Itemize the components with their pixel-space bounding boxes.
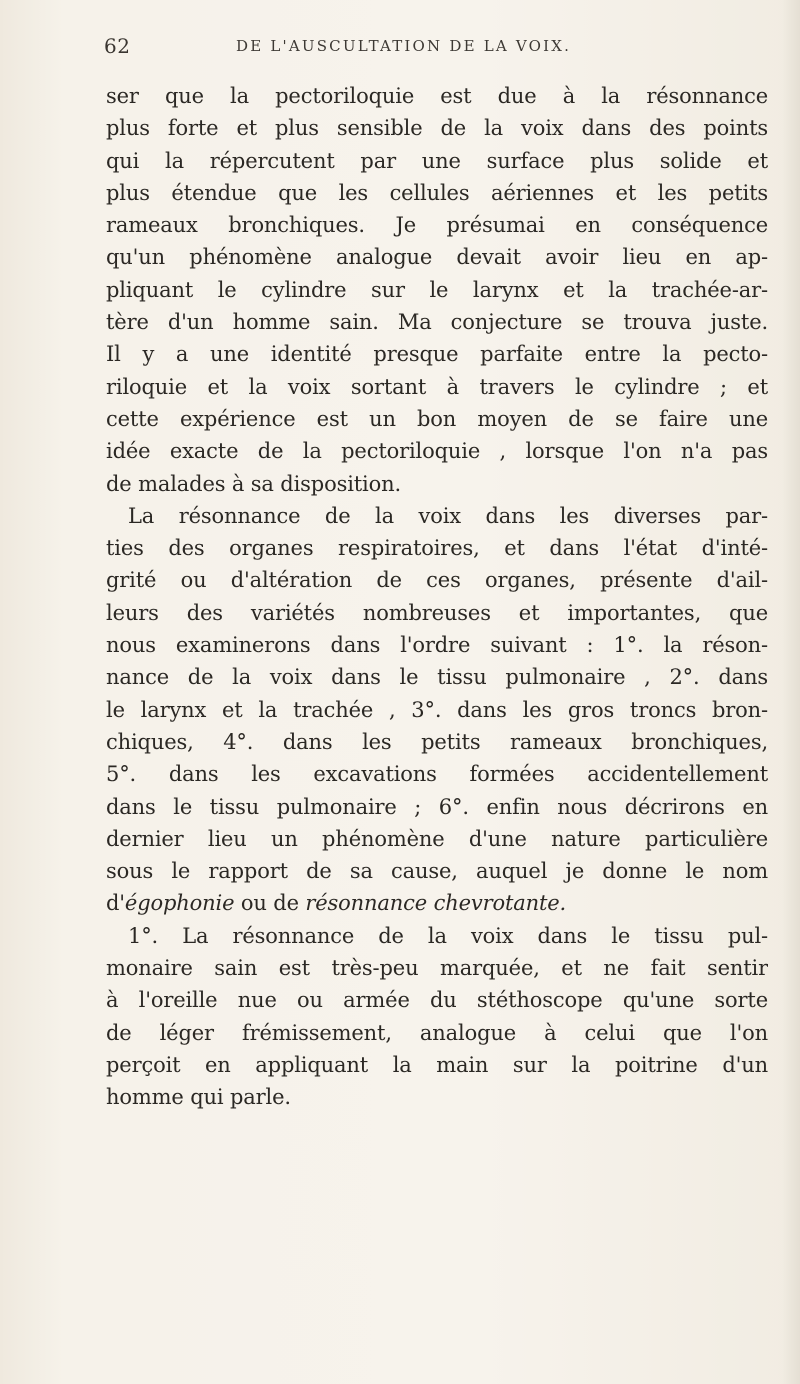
text-line: grité ou d'altération de ces organes, présente d'ail- (106, 568, 768, 593)
text-line: 5°. dans les excavations formées accidentellement (106, 762, 768, 787)
text-line: 1°. La résonnance de la voix dans le tissu pul- (128, 923, 768, 948)
page-number: 62 (104, 34, 131, 58)
text-line: tère d'un homme sain. Ma conjecture se trouva juste. (106, 310, 768, 335)
italic-term-resonnance-chevrotante: résonnance chevrotante. (305, 891, 567, 916)
text-line: riloquie et la voix sortant à travers le cylindre ; et (106, 374, 768, 399)
text-line: plus étendue que les cellules aériennes et les petits (106, 180, 768, 205)
body-text (106, 80, 768, 1114)
text-line: leurs des variétés nombreuses et importantes, que (106, 600, 768, 625)
text-line-mixed (106, 887, 768, 919)
text-line: qu'un phénomène analogue devait avoir lieu en ap- (106, 245, 768, 270)
text-line: le larynx et la trachée , 3°. dans les gros troncs bron- (106, 697, 768, 722)
text-line: nous examinerons dans l'ordre suivant : 1°. la réson- (106, 633, 768, 658)
text-segment: d' (106, 891, 125, 916)
text-line: Il y a une identité presque parfaite entre la pecto- (106, 342, 768, 367)
text-line: plus forte et plus sensible de la voix dans des points (106, 116, 768, 141)
text-line: de malades à sa disposition. (106, 471, 402, 496)
text-line: dans le tissu pulmonaire ; 6°. enfin nous décrirons en (106, 794, 768, 819)
text-line: dernier lieu un phénomène d'une nature particulière (106, 826, 768, 851)
text-line: qui la répercutent par une surface plus solide et (106, 148, 768, 173)
text-line: chiques, 4°. dans les petits rameaux bronchiques, (106, 729, 768, 754)
text-line: homme qui parle. (106, 1085, 291, 1110)
text-line: pliquant le cylindre sur le larynx et la trachée-ar- (106, 277, 768, 302)
text-line: perçoit en appliquant la main sur la poitrine d'un (106, 1052, 768, 1077)
text-line: ties des organes respiratoires, et dans l'état d'inté- (106, 536, 768, 561)
running-title: DE L'AUSCULTATION DE LA VOIX. (236, 37, 572, 55)
italic-term-egophonie: égophonie (124, 891, 235, 916)
text-line: rameaux bronchiques. Je présumai en conséquence (106, 213, 768, 238)
page-edge-shadow (782, 0, 800, 1384)
text-line: idée exacte de la pectoriloquie , lorsque l'on n'a pas (106, 439, 768, 464)
running-head (104, 34, 744, 60)
text-line: de léger frémissement, analogue à celui que l'on (106, 1020, 768, 1045)
text-line: monaire sain est très-peu marquée, et ne fait sentir (106, 956, 768, 981)
text-line: à l'oreille nue ou armée du stéthoscope qu'une sorte (106, 988, 768, 1013)
text-line: La résonnance de la voix dans les diverses par- (128, 503, 768, 528)
text-segment: ou de (234, 891, 306, 916)
text-line: cette expérience est un bon moyen de se faire une (106, 406, 768, 431)
text-line: ser que la pectoriloquie est due à la résonnance (106, 84, 768, 108)
text-line: sous le rapport de sa cause, auquel je donne le nom (106, 859, 768, 884)
text-line: nance de la voix dans le tissu pulmonaire , 2°. dans (106, 665, 768, 690)
